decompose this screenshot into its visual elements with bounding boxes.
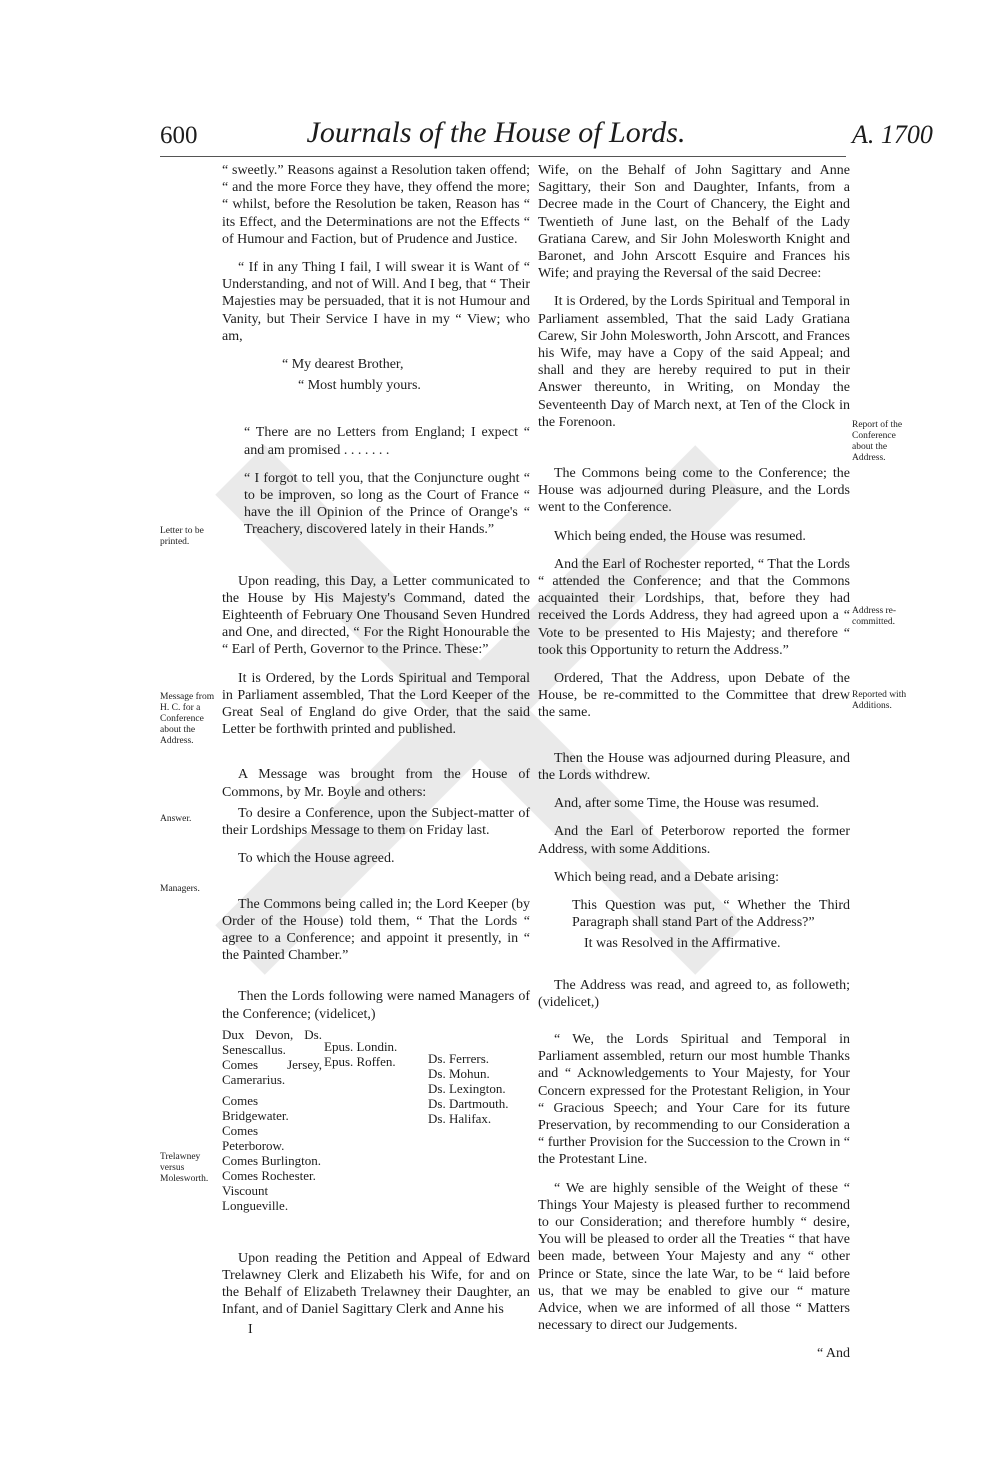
manager-name: Viscount Longueville. [222,1182,289,1213]
header-rule [160,156,846,157]
resolution-line: It was Resolved in the Affirmative. [584,936,781,952]
manager-name: Ds. Lexington. [428,1080,506,1096]
left-column [222,162,530,1349]
entry-paragraph: Which being read, and a Debate arising: [554,869,780,885]
managers-column-2 [324,1039,414,1069]
margin-note-recommitted: Address re-committed. [852,606,897,627]
entry-paragraph: The Commons being called in; the Lord Keeper (by Order of the House) told them, “ That the Lords “ agree to a Conference; and appoint it presently, in “ the Painted Chamber.” [222,896,530,964]
manager-name: Comes Burlington. [222,1152,321,1168]
entry-paragraph: Then the House was adjourned during Pleasure, and the Lords withdrew. [538,750,850,783]
entry-paragraph: To which the House agreed. [238,851,395,867]
entry-paragraph: The Address was read, and agreed to, as followeth; (videlicet,) [538,977,850,1010]
salutation: “ My dearest Brother, [282,357,404,373]
letter-text: “ If in any Thing I fail, I will swear it is Want of “ Understanding, and not of Will. And I beg, that “ Their Majesties may be persuaded, that it is not Humour and Vanity, but Their Service I have in my “ View; who am, [222,260,530,344]
margin-note-message: Message from H. C. for a Conference about the Address. [160,692,215,746]
managers-list [222,1027,530,1232]
manager-name: Ds. Dartmouth. [428,1095,509,1111]
margin-note-report: Report of the Conference about the Address. [852,420,903,463]
margin-note-trelawney: Trelawney versus Molesworth. [160,1152,209,1184]
catchword: “ And [816,1346,850,1362]
margin-note-answer: Answer. [160,814,192,824]
order-paragraph: It is Ordered, by the Lords Spiritual and Temporal in Parliament assembled, That the Lord Keeper of the Great Seal of England do give Order, that the said Letter be forthwith printed and published. [222,670,530,738]
postscript: “ There are no Letters from England; I expect “ and am promised . . . . . . . [244,425,530,458]
letter-text: “ sweetly.” Reasons against a Resolution taken offend; “ and the more Force they have, they offend the more; “ whilst, before the Resolution be taken, Reason has “ its Effect, and the Determinations are not the Effects “ of Humour and Faction, but of Prudence and Justice. [222,163,530,247]
manager-name: Dux Devon, Ds. Senescallus. [222,1026,322,1057]
entry-paragraph: Wife, on the Behalf of John Sagittary and Anne Sagittary, their Son and Daughter, Infants, from a Decree made in the Court of Chancery, the Eight and Twentieth of June last, on the Behalf of the Lady Gratiana Carew, and Sir John Molesworth Knight and Baronet, and John Arscott Esquire and Frances his Wife; and praying the Reversal of the said Decree: [538,163,850,282]
entry-paragraph: Which being ended, the House was resumed. [554,528,806,544]
manager-name: Comes Jersey, Camerarius. [222,1056,322,1087]
manager-name: Ds. Halifax. [428,1110,492,1126]
entry-paragraph: And, after some Time, the House was resumed. [554,796,820,812]
entry-paragraph: The Commons being come to the Conference; the House was adjourned during Pleasure, and the Lords went to the Conference. [538,466,850,516]
managers-column-3 [428,1051,528,1126]
order-paragraph: Ordered, That the Address, upon Debate of the House, be re-committed to the Committee that drew the same. [538,671,850,721]
running-title: Journals of the House of Lords. [306,116,686,149]
address-paragraph: “ We are highly sensible of the Weight of these “ Things Your Majesty is pleased further to recommend to our Consideration; and therefore humbly “ desire, You will be pleased to order all the Treaties “ that have been made, between Your Majesty and any “ other Prince or State, since the late War, to be “ laid before us, that we may be enabled to give our “ mature Advice, when we are informed of all those “ Matters necessary to direct our Judgements. [538,1180,850,1334]
entry-paragraph: A Message was brought from the House of Commons, by Mr. Boyle and others: [222,767,530,800]
manager-name: Comes Peterborow. [222,1122,285,1153]
manager-name: Ds. Mohun. [428,1065,490,1081]
year-label: A. 1700 [852,120,933,149]
right-column [538,162,850,1374]
entry-paragraph: To desire a Conference, upon the Subject-matter of their Lordships Message to them on Friday last. [222,805,530,839]
order-paragraph: It is Ordered, by the Lords Spiritual and Temporal in Parliament assembled, That the said Lady Gratiana Carew, Sir John Molesworth, John Arscott, and Frances his Wife, may have a Copy of the said Appeal; and shall and they are hereby required to put in their Answer thereunto, in Writing, on Monday the Seventeenth Day of March next, at Ten of the Clock in the Forenoon. [538,294,850,430]
margin-note-reported: Reported with Additions. [852,690,907,711]
entry-paragraph: And the Earl of Peterborow reported the former Address, with some Additions. [538,824,850,857]
page-number: 600 [160,122,198,149]
margin-note-letter: Letter to be printed. [160,526,204,547]
manager-name: Comes Rochester. [222,1167,316,1183]
entry-paragraph: Then the Lords following were named Managers of the Conference; (videlicet,) [222,989,530,1022]
manager-name: Epus. Londin. [324,1038,398,1054]
manager-name: Epus. Roffen. [324,1053,396,1069]
managers-column-1 [222,1027,322,1213]
signature-mark: I [248,1321,253,1337]
postscript: “ I forgot to tell you, that the Conjuncture ought “ to be improven, so long as the Court of France “ have the ill Opinion of the Prince of Orange's “ Treachery, discovered lately in their Hands.” [244,470,530,538]
entry-paragraph: Upon reading, this Day, a Letter communicated to the House by His Majesty's Command, dated the Eighteenth of February One Thousand Seven Hundred and One, and directed, “ For the Right Honourable the “ Earl of Perth, Governor to the Prince. These:” [222,573,530,658]
manager-name: Ds. Ferrers. [428,1050,490,1066]
manager-name: Comes Bridgewater. [222,1092,289,1123]
question-paragraph: This Question was put, “ Whether the Third Paragraph shall stand Part of the Address?” [572,897,850,931]
address-paragraph: “ We, the Lords Spiritual and Temporal in Parliament assembled, return our most humble Thanks and “ Acknowledgements to Your Majesty, for Your Concern expressed for the Protestant Religion, in Your “ Gracious Speech; and Your Care for its future Preservation, by recommending to our Consideration a “ further Provision for the Succession to the Crown in “ the Protestant Line. [538,1031,850,1168]
entry-paragraph: Upon reading the Petition and Appeal of Edward Trelawney Clerk and Elizabeth his Wife, for and on the Behalf of Elizabeth Trelawney their Daughter, an Infant, and of Daniel Sagittary Clerk and Anne his [222,1250,530,1318]
entry-paragraph: And the Earl of Rochester reported, “ That the Lords “ attended the Conference; and that the Commons acquainted their Lordships, that, before they had received the Lords Address, they had agreed upon a “ Vote to be presented to His Majesty; and therefore “ took this Opportunity to return the Address.” [538,556,850,658]
subscription: “ Most humbly yours. [298,378,421,394]
margin-note-managers: Managers. [160,884,200,894]
